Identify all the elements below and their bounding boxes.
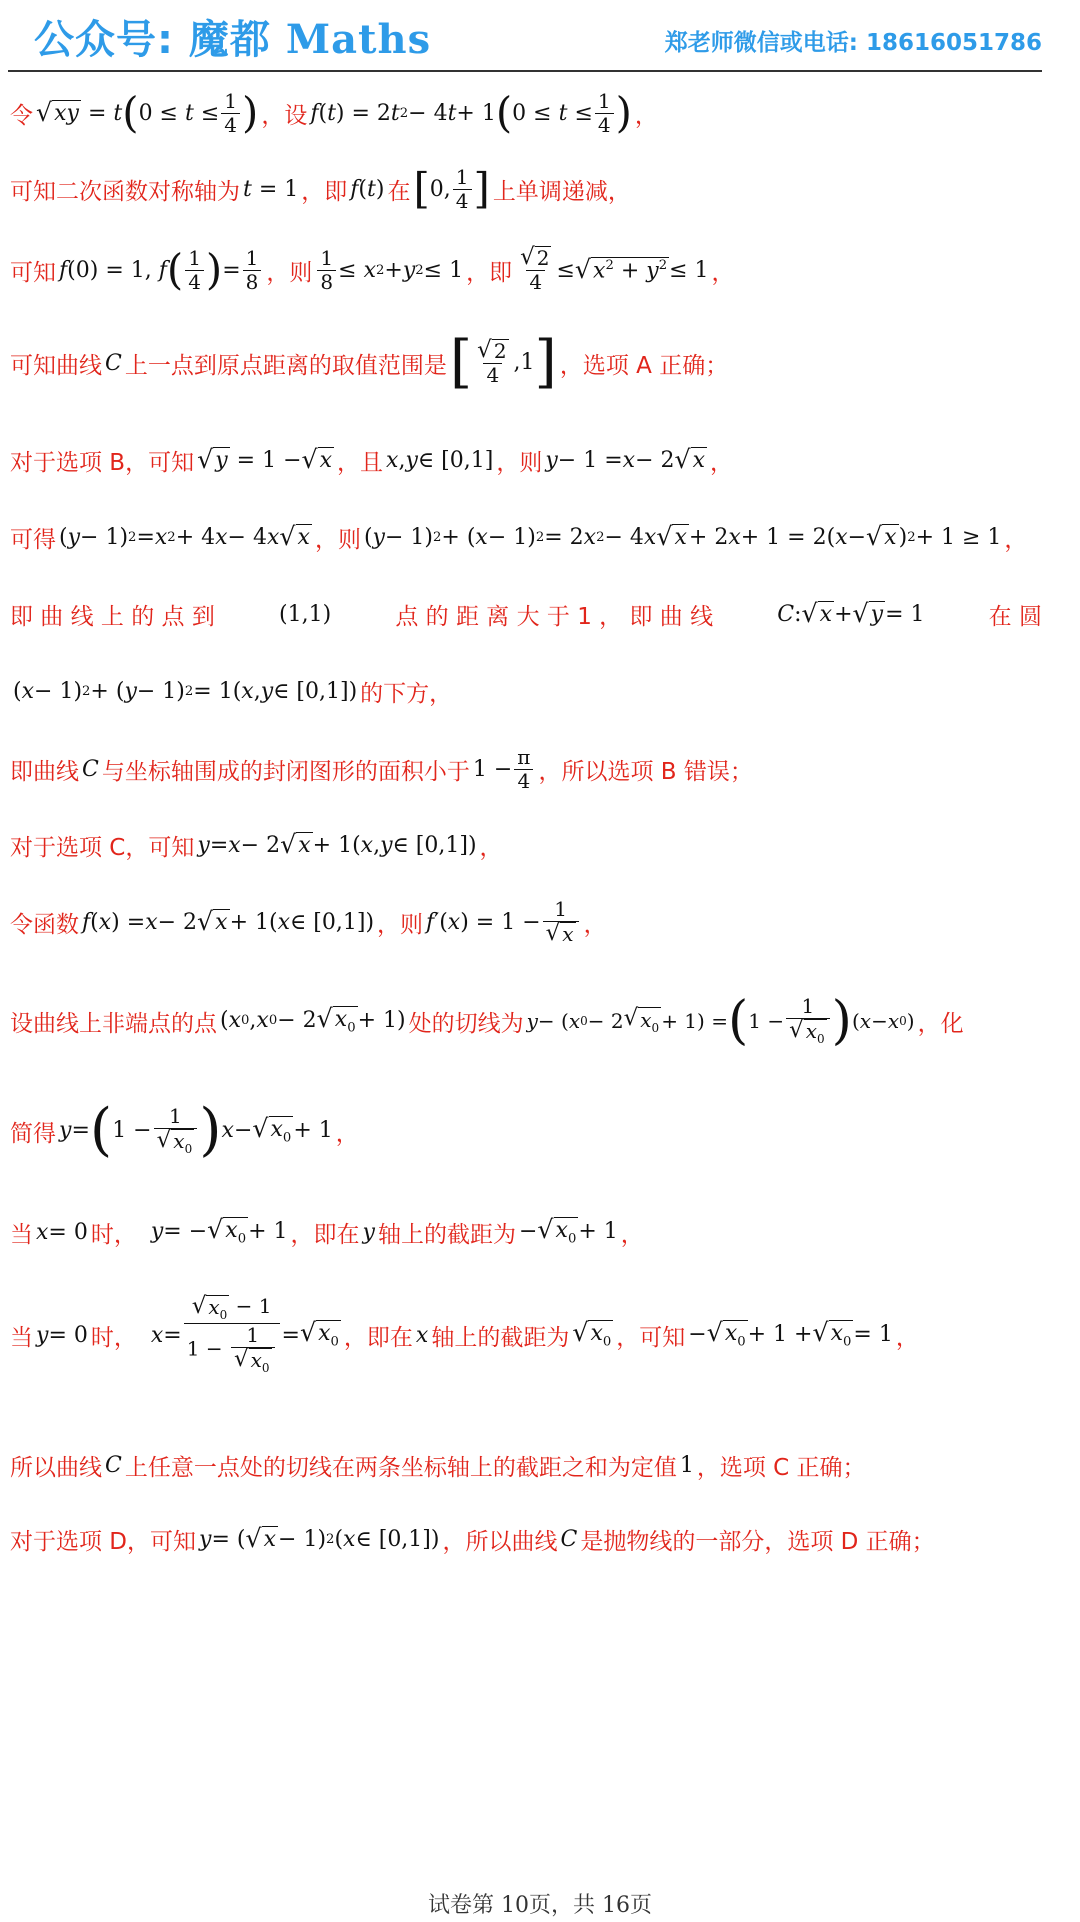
solution-line-13 — [10, 1086, 1042, 1176]
solution-line-7 — [10, 588, 1042, 640]
text: 时， — [90, 1221, 137, 1248]
math: x = 0 — [36, 1219, 88, 1245]
text: 上单调递减， — [492, 178, 631, 205]
text: 所以曲线 — [10, 1454, 102, 1481]
text: ，所以曲线 — [442, 1528, 558, 1555]
text: ， — [479, 834, 503, 861]
text: 当 — [10, 1221, 33, 1248]
math: C — [82, 756, 99, 782]
text: 对于选项 C，可知 — [10, 834, 195, 861]
math: C — [105, 1452, 122, 1478]
math: C : √ x + √ y = 1 — [777, 599, 925, 628]
solution-line-5 — [10, 436, 1042, 484]
text: ，所以选项 B 错误； — [538, 758, 753, 785]
math: √ 2 4 ≤ √ $x^2 + y^2$ ≤ 1 — [520, 244, 709, 294]
math: − √ $x_0$ + 1 + √ $x_0$ = 1 — [688, 1318, 893, 1350]
text: ，选项 A 正确； — [559, 352, 729, 379]
math: y = x − 2 √ x + 1( x , y ∈ [0,1]) — [197, 830, 477, 859]
text: ，选项 C 正确； — [696, 1454, 866, 1481]
math: f ( x ) = x − 2 √ x + 1( x ∈ [0,1]) — [82, 907, 375, 936]
page-footer: 试卷第 10页，共 16页 — [428, 1893, 652, 1918]
text: 点 的 距 离 大 于 1 ， 即 曲 线 — [395, 603, 714, 630]
math: C — [105, 350, 122, 376]
math: f ′( x ) = 1 − 1 √ x — [426, 898, 581, 946]
text: ，且 — [337, 449, 384, 476]
solution-line-9 — [10, 736, 1042, 802]
math: y = − √ $x_0$ + 1 — [150, 1215, 288, 1247]
text: ， — [620, 1221, 644, 1248]
solution-line-3 — [10, 234, 1042, 306]
text: 令函数 — [10, 911, 79, 938]
text: ， — [583, 911, 607, 938]
text: 的下方， — [360, 680, 453, 707]
text: ，则 — [314, 526, 361, 553]
text: 上任意一点处的切线在两条坐标轴上的截距之和为定值 — [124, 1454, 677, 1481]
math: ( y − 1) 2 = x 2 + 4 x − 4 x √ x — [59, 522, 310, 551]
math: − √ $x_0$ + 1 — [518, 1215, 618, 1247]
text: ，化 — [917, 1010, 964, 1037]
math: √ y = 1 − √ x — [197, 445, 333, 474]
solution-line-15 — [10, 1280, 1042, 1390]
text: ，即 — [466, 259, 513, 286]
solution-line-11 — [10, 886, 1042, 958]
math: f ( t ) — [350, 176, 385, 202]
text: 对于选项 B，可知 — [10, 449, 195, 476]
text: ，即在 — [290, 1221, 360, 1248]
text: ， — [711, 259, 735, 286]
math: ( y − 1) 2 + ( x − 1) 2 = 2 x 2 − 4 x √ x + 2 x + 1 = 2( x − √ x ) 2 + 1 ≥ 1 — [363, 522, 1002, 551]
math: 1 − $\frac{\pi}{4}$ — [473, 746, 536, 793]
brand-chinese: 公众号: 魔都 — [34, 17, 286, 63]
text: 令 — [10, 102, 33, 129]
solution-line-17 — [10, 1512, 1042, 1566]
brand-logo — [34, 8, 431, 65]
text: 轴上的截距为 — [431, 1324, 570, 1351]
solution-line-8 — [10, 664, 1042, 718]
math: $\frac{1}{8}$ ≤ x 2 + y 2 ≤ 1 — [315, 247, 463, 294]
math: 1 — [679, 1452, 694, 1478]
text: 简得 — [10, 1120, 56, 1147]
math: [ 0, $\frac{1}{4}$ ] — [413, 164, 490, 214]
header-rule — [8, 70, 1042, 72]
math: x , y ∈ [0,1] — [386, 447, 494, 473]
text: 在 圆 — [988, 603, 1042, 630]
text: 设曲线上非端点的点 — [10, 1010, 217, 1037]
text: ， — [634, 102, 658, 129]
math: y − ( x 0 − 2 √ $x_0$ + 1) = ( 1 − 1 √ $x_0$ ) ( x − x 0 ) — [526, 991, 915, 1051]
text: 处的切线为 — [408, 1010, 524, 1037]
solution-line-1 — [10, 78, 1042, 148]
text: ， — [335, 1120, 359, 1147]
math: f (0) = 1, f ( $\frac{1}{4}$ ) = $\frac{1}{8}$ — [59, 247, 263, 294]
math: y = ( 1 − 1 √ $x_0$ ) x − √ $x_0$ + 1 — [59, 1097, 333, 1164]
math: f ( t ) = 2 t 2 − 4 t + 1 ( 0 ≤ t ≤ $\frac{1}{4}$ ) — [310, 88, 632, 138]
text: ，则 — [377, 911, 424, 938]
math: x = √ $x_0$ − 1 1 − 1 √ $x_0$ = √ $x_0$ — [150, 1292, 339, 1375]
math: ( x − 1) 2 + ( y − 1) 2 = 1( x , y ∈ [0,1]) — [13, 678, 358, 704]
text: 可得 — [10, 526, 56, 553]
text: 当 — [10, 1324, 33, 1351]
math: t = 1 — [243, 176, 299, 202]
solution-line-6 — [10, 510, 1042, 564]
text: 时， — [90, 1324, 137, 1351]
text: 与坐标轴围成的封闭图形的面积小于 — [101, 758, 470, 785]
math: y = 0 — [36, 1322, 88, 1348]
solution-line-12 — [10, 976, 1042, 1066]
text: 可知曲线 — [10, 352, 102, 379]
text: 上一点到原点距离的取值范围是 — [124, 352, 447, 379]
text: 轴上的截距为 — [377, 1221, 516, 1248]
math: (1,1) — [279, 601, 332, 627]
text: 可知二次函数对称轴为 — [10, 178, 240, 205]
solution-line-2 — [10, 154, 1042, 224]
math: y − 1 = x − 2 √ x — [545, 445, 706, 474]
text: ， — [710, 449, 734, 476]
text: ，则 — [496, 449, 543, 476]
text: ，即在 — [343, 1324, 413, 1351]
page-header — [0, 0, 1080, 72]
text: 即曲线 — [10, 758, 79, 785]
contact-info: 郑老师微信或电话: 18616051786 — [664, 30, 1042, 56]
text: ，可知 — [616, 1324, 686, 1351]
math: [ √ 2 4 ,1 ] — [449, 329, 557, 396]
text: ， — [895, 1324, 919, 1351]
text: ， — [1004, 526, 1028, 553]
math: x — [415, 1322, 429, 1348]
math: ( x 0 , x 0 − 2 √ $x_0$ + 1) — [220, 1004, 406, 1036]
text: 可知 — [10, 259, 56, 286]
text: ，则 — [266, 259, 313, 286]
solution-line-14 — [10, 1206, 1042, 1258]
text: ，设 — [261, 102, 308, 129]
solution-line-10 — [10, 820, 1042, 870]
math: C — [560, 1526, 578, 1552]
text: 是抛物线的一部分，选项 D 正确； — [580, 1528, 935, 1555]
text: ，即 — [301, 178, 348, 205]
math: √ $x_0$ — [572, 1318, 612, 1350]
math: y — [362, 1219, 375, 1245]
solution-line-16 — [10, 1440, 1042, 1490]
math: √ xy = t ( 0 ≤ t ≤ $\frac{1}{4}$ ) — [36, 88, 259, 138]
text: 对于选项 D，可知 — [10, 1528, 197, 1555]
brand-latin: Maths — [285, 16, 432, 63]
text: 即 曲 线 上 的 点 到 — [10, 603, 215, 630]
text: 在 — [387, 178, 411, 205]
math: y = ( √ x − 1) 2 ( x ∈ [0,1]) — [199, 1524, 440, 1553]
solution-line-4 — [10, 320, 1042, 406]
